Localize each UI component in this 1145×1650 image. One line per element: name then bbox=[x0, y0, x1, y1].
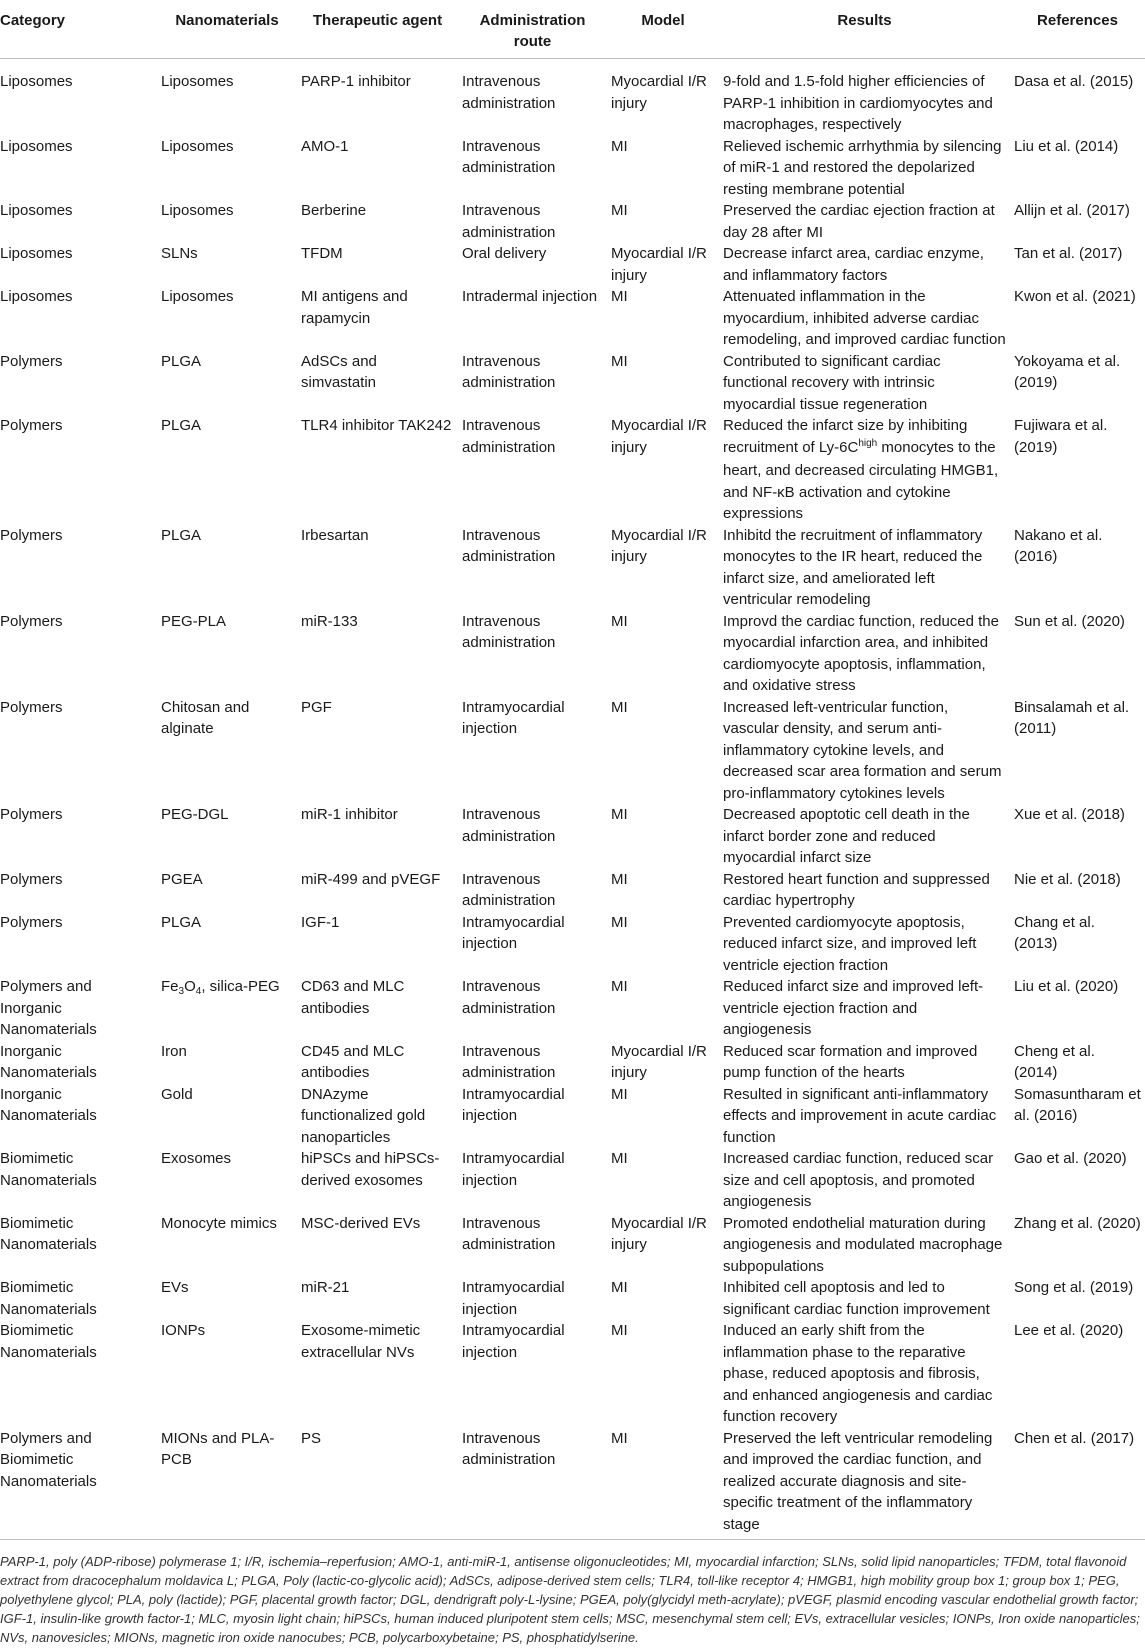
header-category: Category bbox=[0, 6, 157, 59]
table-row bbox=[0, 804, 1145, 869]
table-row bbox=[0, 1277, 1145, 1320]
superscript: high bbox=[858, 437, 878, 449]
cell-results: Resulted in significant anti-inflammatory effects and improvement in acute cardiac function bbox=[723, 1085, 997, 1146]
table-row bbox=[0, 1041, 1145, 1084]
cell-therapeutic-agent: miR-133 bbox=[301, 612, 358, 630]
cell-administration-route: Intradermal injection bbox=[462, 288, 598, 305]
cell-model: MI bbox=[611, 806, 628, 823]
cell-nanomaterials: Gold bbox=[161, 1085, 193, 1103]
cell-model: Myocardial I/R injury bbox=[611, 245, 707, 284]
cell-reference: Nie et al. (2018) bbox=[1014, 870, 1121, 888]
cell-nanomaterials: Liposomes bbox=[161, 288, 234, 305]
cell-administration-route: Intravenous administration bbox=[462, 202, 556, 241]
cell-category: Polymers bbox=[0, 417, 63, 434]
cell-nanomaterials: SLNs bbox=[161, 245, 198, 262]
cell-therapeutic-agent: TLR4 inhibitor TAK242 bbox=[301, 417, 452, 434]
cell-model: MI bbox=[611, 1150, 628, 1167]
cell-administration-route: Intravenous administration bbox=[462, 1214, 556, 1253]
cell-results: Contributed to significant cardiac functional recovery with intrinsic myocardial tissue regeneration bbox=[723, 352, 941, 413]
cell-nanomaterials: PLGA bbox=[161, 352, 202, 370]
cell-therapeutic-agent: Exosome-mimetic extracellular NVs bbox=[301, 1322, 421, 1361]
cell-therapeutic-agent: CD45 and MLC antibodies bbox=[301, 1042, 405, 1081]
cell-results: Reduced infarct size and improved left-ventricle ejection fraction and angiogenesis bbox=[723, 978, 984, 1038]
cell-administration-route: Intravenous administration bbox=[462, 73, 556, 112]
cell-administration-route: Intravenous administration bbox=[462, 417, 556, 456]
table-row bbox=[0, 1320, 1145, 1428]
cell-reference: Allijn et al. (2017) bbox=[1014, 202, 1130, 219]
cell-nanomaterials: PGEA bbox=[161, 870, 203, 888]
table-row bbox=[0, 912, 1145, 977]
cell-results bbox=[719, 415, 1010, 525]
cell-category: Polymers and Biomimetic Nanomaterials bbox=[0, 1428, 157, 1540]
cell-category: Biomimetic Nanomaterials bbox=[0, 1150, 97, 1189]
subscript: 4 bbox=[195, 986, 202, 997]
cell-therapeutic-agent: miR-1 inhibitor bbox=[301, 806, 398, 823]
cell-reference: Liu et al. (2020) bbox=[1014, 978, 1119, 995]
cell-administration-route: Intravenous administration bbox=[462, 612, 556, 651]
cell-nanomaterials: PEG-PLA bbox=[161, 612, 227, 630]
cell-model: Myocardial I/R injury bbox=[611, 1214, 707, 1253]
cell-category: Inorganic Nanomaterials bbox=[0, 1042, 97, 1081]
cell-reference: Nakano et al. (2016) bbox=[1014, 526, 1103, 565]
cell-reference: Zhang et al. (2020) bbox=[1014, 1214, 1141, 1232]
cell-reference: Chang et al. (2013) bbox=[1014, 913, 1095, 952]
cell-category: Liposomes bbox=[0, 288, 73, 305]
cell-therapeutic-agent: IGF-1 bbox=[301, 913, 340, 931]
cell-results: Reduced scar formation and improved pump function of the hearts bbox=[723, 1042, 978, 1081]
header-nanomaterials: Nanomaterials bbox=[157, 6, 297, 59]
cell-category: Liposomes bbox=[0, 245, 73, 262]
table-row bbox=[0, 1148, 1145, 1213]
cell-therapeutic-agent: TFDM bbox=[301, 245, 343, 262]
cell-model: MI bbox=[611, 612, 628, 630]
cell-reference: Song et al. (2019) bbox=[1014, 1279, 1134, 1296]
cell-results: Relieved ischemic arrhythmia by silencing of miR-1 and restored the depolarized resting membrane potential bbox=[723, 137, 1002, 198]
header-references: References bbox=[1010, 6, 1145, 59]
cell-results: Prevented cardiomyocyte apoptosis, reduced infarct size, and improved left ventricle ejection fraction bbox=[723, 913, 977, 974]
cell-nanomaterials: Exosomes bbox=[161, 1150, 232, 1167]
cell-model: Myocardial I/R injury bbox=[611, 417, 707, 456]
cell-therapeutic-agent: MSC-derived EVs bbox=[301, 1214, 421, 1232]
cell-nanomaterials bbox=[157, 976, 297, 1041]
cell-model: MI bbox=[611, 288, 628, 305]
cell-administration-route: Oral delivery bbox=[462, 245, 547, 262]
cell-therapeutic-agent: PS bbox=[297, 1428, 458, 1540]
cell-category: Polymers bbox=[0, 698, 63, 716]
cell-therapeutic-agent: PGF bbox=[301, 698, 332, 716]
cell-category: Polymers bbox=[0, 806, 63, 823]
cell-reference: Liu et al. (2014) bbox=[1014, 137, 1119, 155]
cell-reference: Somasuntharam et al. (2016) bbox=[1014, 1085, 1141, 1124]
cell-nanomaterials: EVs bbox=[161, 1279, 189, 1296]
table-row bbox=[0, 243, 1145, 286]
cell-nanomaterials: Liposomes bbox=[161, 73, 234, 90]
cell-model: MI bbox=[611, 1279, 628, 1296]
cell-therapeutic-agent: miR-499 and pVEGF bbox=[301, 870, 441, 888]
cell-model: MI bbox=[611, 1322, 628, 1339]
cell-category: Liposomes bbox=[0, 137, 73, 155]
cell-administration-route: Intramyocardial injection bbox=[462, 1150, 565, 1189]
cell-reference: Dasa et al. (2015) bbox=[1014, 73, 1134, 90]
cell-therapeutic-agent: hiPSCs and hiPSCs-derived exosomes bbox=[301, 1150, 440, 1189]
cell-therapeutic-agent: Irbesartan bbox=[301, 526, 369, 544]
cell-administration-route: Intravenous administration bbox=[458, 1428, 607, 1540]
cell-administration-route: Intramyocardial injection bbox=[462, 698, 565, 737]
cell-results: Inhibitd the recruitment of inflammatory monocytes to the IR heart, reduced the infarct size, and ameliorated left ventricular remodeling bbox=[723, 526, 983, 608]
cell-model: MI bbox=[611, 913, 628, 931]
cell-results: Preserved the cardiac ejection fraction at day 28 after MI bbox=[723, 202, 995, 241]
cell-therapeutic-agent: DNAzyme functionalized gold nanoparticles bbox=[301, 1085, 426, 1146]
table-row bbox=[0, 59, 1145, 136]
cell-reference: Gao et al. (2020) bbox=[1014, 1150, 1127, 1167]
cell-results: Decreased apoptotic cell death in the infarct border zone and reduced myocardial infarct size bbox=[723, 806, 970, 866]
cell-administration-route: Intramyocardial injection bbox=[462, 913, 565, 952]
cell-therapeutic-agent: AdSCs and simvastatin bbox=[301, 352, 377, 391]
cell-administration-route: Intravenous administration bbox=[462, 137, 556, 176]
cell-results: Inhibited cell apoptosis and led to significant cardiac function improvement bbox=[723, 1279, 990, 1318]
cell-results: Preserved the left ventricular remodeling and improved the cardiac function, and realized accurate diagnosis and site-specific treatment of the inflammatory stage bbox=[719, 1428, 1010, 1540]
cell-model: MI bbox=[611, 870, 628, 888]
cell-category: Polymers bbox=[0, 352, 63, 370]
cell-nanomaterials: Chitosan and alginate bbox=[161, 698, 250, 737]
cell-results: 9-fold and 1.5-fold higher efficiencies of PARP-1 inhibition in cardiomyocytes and macrophages, respectively bbox=[723, 73, 993, 133]
cell-nanomaterials: Liposomes bbox=[161, 202, 234, 219]
cell-administration-route: Intramyocardial injection bbox=[462, 1085, 565, 1124]
cell-model: MI bbox=[611, 352, 628, 370]
cell-reference: Cheng et al. (2014) bbox=[1014, 1042, 1095, 1081]
results-text: Reduced the infarct size by inhibiting recruitment of Ly-6C bbox=[723, 417, 968, 456]
table-footnote: PARP-1, poly (ADP-ribose) polymerase 1; I/R, ischemia–reperfusion; AMO-1, anti-miR-1, antisense oligonucleotides; MI, myocardial infarction; SLNs, solid lipid nanoparticles; TFDM, total flavonoid extract from dracocephalum moldavica L; PLGA, Poly (lactic-co-glycolic acid); AdSCs, adipose-derived stem cells; TLR4, toll-like receptor 4; HMGB1, high mobility group box 1; group box 1; PEG, polyethylene glycol; PLA, poly (lactide); PGF, placental growth factor; DGL, dendrigraft poly-L-lysine; PGEA, poly(glycidyl meth-acrylate); pVEGF, plasmid encoding vascular endothelial growth factor; IGF-1, insulin-like growth factor-1; MLC, myosin light chain; hiPSCs, human induced pluripotent stem cells; MSC, mesenchymal stem cell; EVs, extracellular vesicles; IONPs, Iron oxide nanoparticles; NVs, nanovesicles; MIONs, magnetic iron oxide nanocubes; PCB, polycarboxybetaine; PS, phosphatidylserine. bbox=[0, 1554, 1140, 1645]
cell-administration-route: Intravenous administration bbox=[462, 1042, 556, 1081]
cell-category: Polymers bbox=[0, 913, 63, 931]
cell-therapeutic-agent: CD63 and MLC antibodies bbox=[301, 978, 405, 1017]
cell-model: Myocardial I/R injury bbox=[611, 73, 707, 112]
subscript: 3 bbox=[178, 986, 185, 997]
cell-administration-route: Intravenous administration bbox=[462, 806, 556, 845]
table-row bbox=[0, 136, 1145, 201]
cell-administration-route: Intravenous administration bbox=[462, 352, 556, 391]
cell-nanomaterials: Iron bbox=[161, 1042, 187, 1060]
formula-text: O bbox=[184, 978, 196, 995]
cell-category: Inorganic Nanomaterials bbox=[0, 1085, 97, 1124]
header-therapeutic-agent: Therapeutic agent bbox=[297, 6, 458, 59]
cell-administration-route: Intramyocardial injection bbox=[462, 1322, 565, 1361]
table-row bbox=[0, 351, 1145, 416]
table-header-row bbox=[0, 6, 1145, 59]
cell-nanomaterials: IONPs bbox=[161, 1322, 206, 1339]
table-row bbox=[0, 286, 1145, 351]
cell-nanomaterials: PLGA bbox=[161, 417, 202, 434]
cell-results: Improvd the cardiac function, reduced the myocardial infarction area, and inhibited cardiomyocyte apoptosis, inflammation, and oxidative stress bbox=[723, 612, 999, 694]
cell-category: Polymers bbox=[0, 870, 63, 888]
results-text: monocytes to the heart, and decreased circulating HMGB1, and NF-κB activation and cytokine expressions bbox=[723, 438, 999, 522]
cell-model: MI bbox=[611, 202, 628, 219]
cell-category: Polymers bbox=[0, 526, 63, 544]
cell-category: Liposomes bbox=[0, 202, 73, 219]
cell-category: Liposomes bbox=[0, 73, 73, 90]
cell-results: Increased left-ventricular function, vascular density, and serum anti-inflammatory cytokine levels, and decreased scar area formation and serum pro-inflammatory cytokines levels bbox=[723, 698, 1002, 802]
table-row bbox=[0, 697, 1145, 805]
formula-text: Fe bbox=[161, 978, 179, 995]
table-row bbox=[0, 1084, 1145, 1149]
header-results: Results bbox=[719, 6, 1010, 59]
cell-category: Biomimetic Nanomaterials bbox=[0, 1322, 97, 1361]
cell-results: Attenuated inflammation in the myocardium, inhibited adverse cardiac remodeling, and improved cardiac function bbox=[723, 288, 1006, 348]
table-row bbox=[0, 525, 1145, 611]
cell-model: MI bbox=[611, 978, 628, 995]
table-row bbox=[0, 415, 1145, 525]
cell-category: Polymers bbox=[0, 612, 63, 630]
cell-administration-route: Intravenous administration bbox=[462, 978, 556, 1017]
cell-therapeutic-agent: MI antigens and rapamycin bbox=[301, 288, 408, 327]
cell-administration-route: Intravenous administration bbox=[462, 870, 556, 909]
cell-category: Biomimetic Nanomaterials bbox=[0, 1214, 97, 1253]
header-model: Model bbox=[607, 6, 719, 59]
cell-model: Myocardial I/R injury bbox=[611, 526, 707, 565]
cell-reference: Chen et al. (2017) bbox=[1010, 1428, 1145, 1540]
cell-therapeutic-agent: PARP-1 inhibitor bbox=[301, 73, 411, 90]
cell-nanomaterials: PLGA bbox=[161, 526, 202, 544]
cell-nanomaterials: PEG-DGL bbox=[161, 806, 229, 823]
cell-administration-route: Intramyocardial injection bbox=[462, 1279, 565, 1318]
table-row bbox=[0, 611, 1145, 697]
cell-reference: Binsalamah et al. (2011) bbox=[1014, 698, 1130, 737]
cell-reference: Lee et al. (2020) bbox=[1014, 1322, 1124, 1339]
cell-reference: Xue et al. (2018) bbox=[1014, 806, 1125, 823]
cell-model: MI bbox=[611, 137, 628, 155]
nanomaterials-table bbox=[0, 6, 1145, 1540]
cell-model: Myocardial I/R injury bbox=[611, 1042, 707, 1081]
cell-therapeutic-agent: Berberine bbox=[301, 202, 367, 219]
cell-reference: Sun et al. (2020) bbox=[1014, 612, 1125, 630]
cell-nanomaterials: Liposomes bbox=[161, 137, 234, 155]
cell-results: Promoted endothelial maturation during angiogenesis and modulated macrophage subpopulations bbox=[723, 1214, 1003, 1275]
table-row bbox=[0, 1213, 1145, 1278]
cell-nanomaterials: MIONs and PLA-PCB bbox=[157, 1428, 297, 1540]
cell-reference: Kwon et al. (2021) bbox=[1014, 288, 1136, 305]
cell-category: Biomimetic Nanomaterials bbox=[0, 1279, 97, 1318]
cell-results: Restored heart function and suppressed cardiac hypertrophy bbox=[723, 870, 990, 909]
cell-therapeutic-agent: AMO-1 bbox=[301, 137, 349, 155]
table-row bbox=[0, 869, 1145, 912]
table-row bbox=[0, 1428, 1145, 1540]
cell-nanomaterials: PLGA bbox=[161, 913, 202, 931]
table-row bbox=[0, 976, 1145, 1041]
cell-reference: Tan et al. (2017) bbox=[1014, 245, 1123, 262]
cell-results: Decrease infarct area, cardiac enzyme, and inflammatory factors bbox=[723, 245, 984, 284]
cell-model: MI bbox=[607, 1428, 719, 1540]
cell-model: MI bbox=[611, 698, 628, 716]
formula-text: , silica-PEG bbox=[201, 978, 280, 995]
cell-category: Polymers and Inorganic Nanomaterials bbox=[0, 978, 97, 1038]
cell-therapeutic-agent: miR-21 bbox=[301, 1279, 350, 1296]
table-row bbox=[0, 200, 1145, 243]
cell-reference: Fujiwara et al. (2019) bbox=[1014, 417, 1108, 456]
cell-nanomaterials: Monocyte mimics bbox=[161, 1214, 277, 1232]
cell-results: Increased cardiac function, reduced scar size and cell apoptosis, and promoted angiogenesis bbox=[723, 1150, 994, 1210]
cell-reference: Yokoyama et al. (2019) bbox=[1014, 352, 1121, 391]
cell-administration-route: Intravenous administration bbox=[462, 526, 556, 565]
cell-model: MI bbox=[611, 1085, 628, 1103]
header-administration-route: Administration route bbox=[458, 6, 607, 59]
cell-results: Induced an early shift from the inflammation phase to the reparative phase, reduced apoptosis and fibrosis, and enhanced angiogenesis and cardiac function recovery bbox=[723, 1322, 993, 1425]
